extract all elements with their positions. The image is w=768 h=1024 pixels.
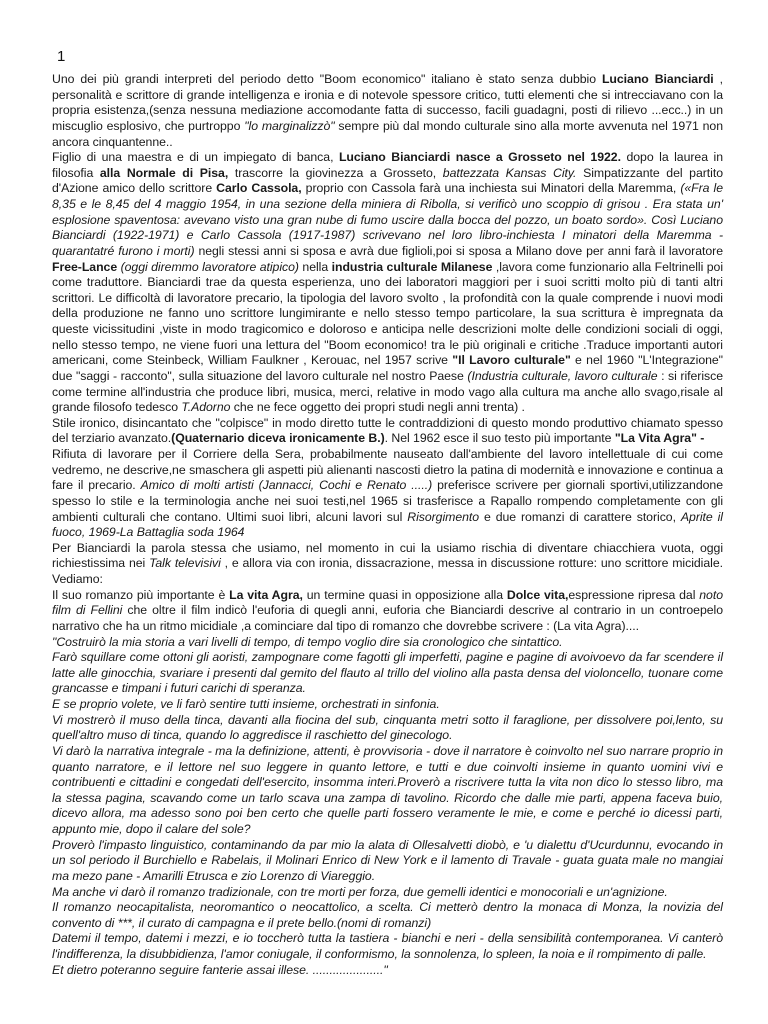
text-run: e due romanzi di carattere storico, [479, 509, 681, 524]
text-run: Il romanzo neocapitalista, neoromantico o neocattolico, a scelta. Ci metterò dentro la monaca di Monza, la novizia del convento di ***, il curato di campagna e il prete bello.(nomi di romanzi) [52, 900, 723, 930]
text-run: Dolce vita, [506, 587, 569, 602]
text-run: che ne fece oggetto dei propri studi negli anni trenta) . [230, 400, 525, 415]
text-run: Simpatizzante del partito d'Azione amico dello scrittore [52, 165, 723, 196]
text-run: : si riferisce come termine all'industria che produce libri, musica, merci, relative in modo vago alla cultura ma anche allo svago,risale al grande filosofo tedesco [52, 368, 724, 415]
text-run: La vita Agra, [229, 587, 303, 602]
text-run: noto film di Fellini [52, 587, 723, 618]
text-run: Luciano Bianciardi nasce a Grosseto nel 1922. [338, 150, 621, 165]
text-run: Per Bianciardi la parola stessa che usiamo, nel momento in cui la usiamo rischia di diventare chiacchiera vuota, oggi richiestissima nei [52, 540, 723, 571]
paragraph [52, 447, 723, 541]
paragraph [52, 416, 723, 447]
text-run: Stile ironico, disincantato che "colpisce" in modo diretto tutte le contraddizioni di questo mondo produttivo chiamato spesso del terziario avanzato. [52, 415, 723, 446]
paragraph [52, 931, 723, 962]
text-run: trascorre la giovinezza a Grosseto, [228, 165, 443, 180]
text-run: Proverò l'impasto linguistico, contaminando da par mio la alata di Ollesalvetti diobò, e 'u dialettu d'Ucurdunnu, evocando in un sol periodo il Burchiello e Rabelais, il Molinari Enrico di New York e il lamento di Travale - guata guata male no mangiai ma mezo pane - Amarilli Etrusca e zio Lorenzo di Viareggio. [52, 837, 723, 883]
text-run: un termine quasi in opposizione alla [302, 587, 507, 602]
text-run: Datemi il tempo, datemi i mezzi, e io toccherò tutta la tastiera - bianchi e neri - della sensibilità contemporanea. Vi canterò l'indifferenza, la disubbidienza, l'amor coniugale, il conformismo, la sonnolenza, lo spleen, la noia e il rompimento di palle. [52, 931, 723, 961]
text-run: espressione ripresa dal [568, 587, 700, 602]
text-run: Et dietro poteranno seguire fanterie assai illese. ....................." [52, 962, 388, 977]
text-run: Vi darò la narrativa integrale - ma la definizione, attenti, è provvisoria - dove il narratore è coinvolto nel suo narrare proprio in quanto narratore, e il lettore nel suo leggere in quanto lettore, e tutti e due coinvolti insieme in quanto uomini vivi e contribuenti e cittadini e congedati dell'esercito, insomma interi.Proverò a riscrivere tutta la vita non dico lo stesso libro, ma la stessa pagina, scavando come un tarlo scava una zampa di tavolino. Ricordo che dalle mie parti, appena faceva buio, dicevo allora, ma adesso sono poi ben certo che quelle parti fossero veramente le mie, e come e perché io dicessi parti, appunto mie, dopo il calare del sole? [52, 743, 723, 836]
text-run: Vi mostrerò il muso della tinca, davanti alla fiocina del sub, cinquanta metri sotto il faraglione, per dissolvere poi,lento, su quell'altro muso di tinca, quando lo aggredisce il raschietto del ginecologo. [52, 712, 723, 743]
text-run: alla Normale di Pisa, [99, 165, 229, 180]
text-run: negli stessi anni si sposa e avrà due figlioli,poi si sposa a Milano dove per anni farà il lavoratore [194, 243, 723, 258]
text-run: (Quaternario diceva ironicamente B.) [171, 431, 385, 446]
text-run: "lo marginalizzò" [244, 118, 335, 133]
text-run: e nel 1960 "L'Integrazione" due "saggi - racconto", sulla situazione del lavoro culturale nel nostro Paese [52, 353, 723, 383]
text-run: Ma anche vi darò il romanzo tradizionale, con tre morti per forza, due gemelli identici e monocoriali e un'agnizione. [52, 884, 668, 899]
text-run: "Il Lavoro culturale" [452, 353, 571, 368]
text-run: "La Vita Agra" - [614, 431, 705, 446]
text-run: . Nel 1962 esce il suo testo più importante [384, 431, 615, 446]
text-run: T.Adorno [181, 400, 231, 415]
paragraph [52, 541, 723, 588]
paragraph [52, 963, 723, 979]
text-run: "Costruirò la mia storia a vari livelli di tempo, di tempo voglio dire sia cronologico che sintattico. [52, 634, 563, 649]
paragraph [52, 635, 723, 651]
text-run: nella [298, 259, 332, 274]
text-run: («Fra le 8,35 e le 8,45 del 4 maggio 1954, in una sezione della miniera di Ribolla, si verificò uno scoppio di grisou . Era stata un' esplosione spaventosa: avevano visto una gran nube di fumo uscire dalla bocca del pozzo, un boato sordo». Così Luciano Bianciardi (1922-1971) e Carlo Cassola (1917-1987) scrivevano nel loro libro-inchiesta I minatori della Maremma -quarantatré furono i morti) [52, 181, 723, 258]
text-run: Talk televisivi [149, 556, 221, 571]
paragraph [52, 838, 723, 885]
text-run: , e allora via con ironia, dissacrazione, messa in discussione rotture: uno scrittore micidiale. Vediamo: [52, 556, 723, 586]
text-run: Aprite il fuoco, 1969-La Battaglia soda 1964 [52, 509, 723, 540]
text-run: E se proprio volete, ve li farò sentire tutti insieme, orchestrati in sinfonia. [52, 697, 440, 711]
text-run: battezzata Kansas City. [442, 165, 577, 180]
text-run: preferisce scrivere per giornali sportivi,utilizzandone spesso lo stile e la terminologia anche nei suoi testi,nel 1965 si trasferisce a Rapallo rompendo completamente con gli ambienti culturali che contano. Ultimi suoi libri, alcuni lavori sul [52, 478, 723, 524]
text-run: Luciano Bianciardi [601, 72, 714, 86]
paragraph [52, 744, 723, 838]
paragraph [52, 697, 723, 713]
text-run: Uno dei più grandi interpreti del periodo detto "Boom economico" italiano è stato senza dubbio [52, 72, 602, 86]
text-run: sempre più dal mondo culturale sino alla morte avvenuta nel 1971 non ancora cinquantenne.. [52, 118, 723, 149]
paragraph [52, 72, 723, 150]
paragraph [52, 650, 723, 697]
paragraph [52, 150, 723, 416]
paragraph [52, 900, 723, 931]
text-run: Carlo Cassola, [216, 181, 302, 196]
text-run: (oggi diremmo lavoratore atipico) [120, 259, 299, 274]
text-run: Il suo romanzo più importante è [52, 587, 230, 602]
text-run: che oltre il film indicò l'euforia di quegli anni, euforia che Bianciardi descrive al contrario in un controepelo narrativo che ha un ritmo micidiale ,a cominciare dal tipo di romanzo che dovrebbe scrivere : (La vita Agra).... [52, 603, 723, 633]
text-run: Risorgimento [407, 509, 480, 524]
text-run: Farò squillare come ottoni gli aoristi, zampognare come fagotti gli imperfetti, pagine e pagine di avoivoevo da far scendere il latte alle ginocchia, svariare i presenti dal gemito del flauto al trillo del violino alla pasta densa del violoncello, tuonare come grancasse e timpani i futuri carichi di speranza. [52, 650, 723, 696]
text-run: industria culturale Milanese [331, 259, 493, 274]
paragraph [52, 885, 723, 901]
text-run: proprio con Cassola farà una inchiesta sui Minatori della Maremma, [301, 181, 681, 196]
page-number: 1 [57, 48, 66, 65]
text-run: ,lavora come funzionario alla Feltrinelli poi come traduttore. Bianciardi trae da questa esperienza, uno dei laboratori maggiori per i suoi scritti molto più di tanti altri scrittori. Le difficoltà di lavoratore precario, la tipologia del lavoro svolto , la profondità con la quale comprende i nuovi modi della produzione ne fanno uno scrittore lungimirante e nello stesso tempo particolare, la sua scrittura è impregnata da queste vicissitudini ,viste in modo tragicomico e doloroso e anticipa nelle descrizioni molte delle condizioni sociali di oggi, nello stesso tempo, ne viene fuori una lettura del "Boom economico! tra le più originali e critiche .Traduce importanti autori americani, come Steinbeck, William Faulkner , Kerouac, nel 1957 scrive [52, 259, 724, 368]
text-run: dopo la laurea in filosofia [52, 150, 723, 180]
text-run: Amico di molti artisti (Jannacci, Cochi e Renato .....) [140, 478, 433, 493]
text-run: , personalità e scrittore di grande intelligenza e ironia e di notevole spessore critico, tutti elementi che si intrecciavano con la propria esistenza,(senza nessuna mediazione accomodante fatta di successo, facili guadagni, posti di rilievo ...ecc..) in un miscuglio esplosivo, che purtroppo [52, 72, 723, 133]
paragraph [52, 588, 723, 635]
text-run: (Industria culturale, lavoro culturale [467, 368, 658, 383]
document-body [52, 72, 723, 978]
text-run: Free-Lance [52, 259, 118, 274]
text-run: Figlio di una maestra e di un impiegato di banca, [52, 150, 339, 165]
text-run: Rifiuta di lavorare per il Corriere della Sera, probabilmente nauseato dall'ambiente del lavoro intellettuale di cui come vedremo, ne descrive,ne smaschera gli aspetti più alienanti nascosti dietro la patina di modernità e innovazione e continua a fare il precario. [52, 447, 723, 493]
paragraph [52, 713, 723, 744]
